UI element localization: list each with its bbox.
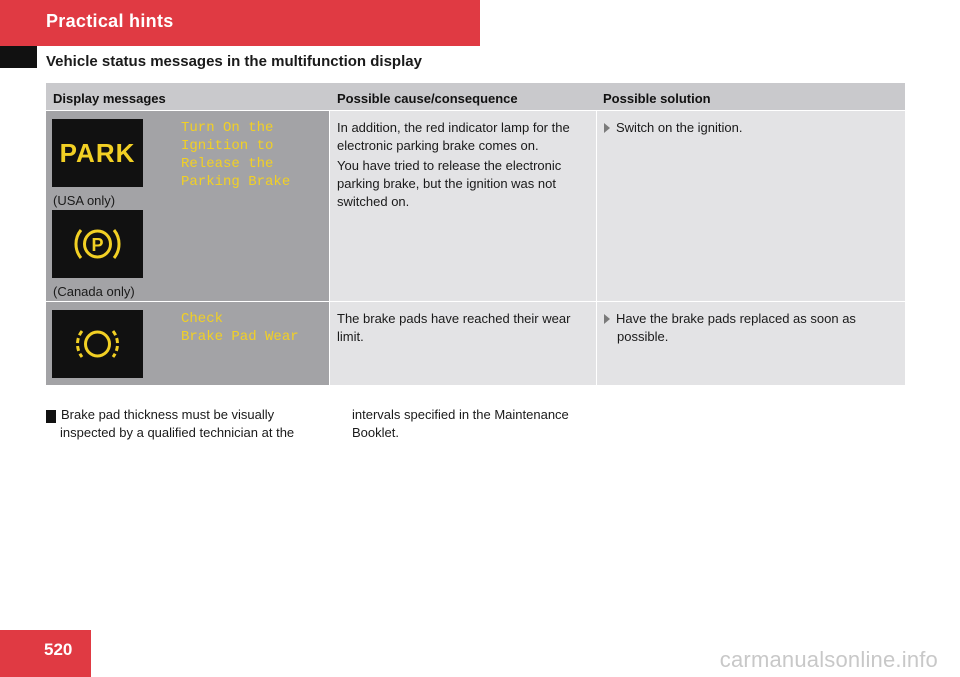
table-row-2-cause — [330, 302, 596, 385]
section-marker — [0, 46, 37, 68]
cause-paragraph: In addition, the red indicator lamp for the electronic parking brake comes on. — [337, 120, 570, 153]
park-icon-caption: (USA only) — [53, 193, 116, 208]
column-header-possible-cause: Possible cause/consequence — [337, 91, 518, 106]
section-title: Vehicle status messages in the multifunction display — [46, 53, 422, 70]
column-header-display-messages: Display messages — [53, 91, 166, 106]
parking-brake-p-icon — [52, 210, 143, 278]
warning-note-text: Brake pad thickness must be visually inspected by a qualified technician at the — [60, 407, 295, 440]
parking-brake-letter: P — [91, 235, 104, 255]
table-row-2-solution — [597, 302, 905, 385]
message-line: Check — [181, 311, 224, 327]
cause-paragraph: You have tried to release the electronic parking brake, but the ignition was not switched on. — [337, 158, 562, 209]
parking-brake-icon-caption: (Canada only) — [53, 284, 135, 299]
arrow-right-icon — [604, 314, 610, 324]
message-line: Brake Pad Wear — [181, 329, 299, 345]
park-icon — [52, 119, 143, 187]
warning-note-continued: intervals specified in the Maintenance Booklet. — [352, 407, 569, 440]
message-line: Turn On the — [181, 120, 274, 136]
arrow-right-icon — [604, 123, 610, 133]
message-line: Release the — [181, 156, 274, 172]
solution-item — [604, 119, 894, 137]
warning-note — [42, 406, 330, 442]
table-row-1-cause — [330, 111, 596, 301]
message-line: Parking Brake — [181, 174, 291, 190]
table-row-1-solution — [597, 111, 905, 301]
table-row-1-display — [46, 111, 329, 301]
parking-brake-symbol — [52, 210, 143, 278]
solution-text: Have the brake pads replaced as soon as possible. — [616, 311, 856, 344]
watermark: carmanualsonline.info — [719, 647, 938, 672]
table-header-row — [46, 83, 905, 110]
warning-icon: ! — [46, 410, 56, 423]
table-row-2-display — [46, 302, 329, 385]
status-messages-table — [46, 83, 905, 385]
park-icon-text: PARK — [59, 138, 136, 168]
solution-text: Switch on the ignition. — [616, 120, 743, 135]
solution-item — [604, 310, 892, 346]
brake-pad-wear-icon — [52, 310, 143, 378]
header-title: Practical hints — [46, 11, 174, 31]
brake-pad-wear-symbol — [52, 310, 143, 378]
page-number: 520 — [44, 640, 73, 659]
column-header-possible-solution: Possible solution — [603, 91, 711, 106]
cause-paragraph: The brake pads have reached their wear limit. — [337, 311, 571, 344]
message-line: Ignition to — [181, 138, 274, 154]
